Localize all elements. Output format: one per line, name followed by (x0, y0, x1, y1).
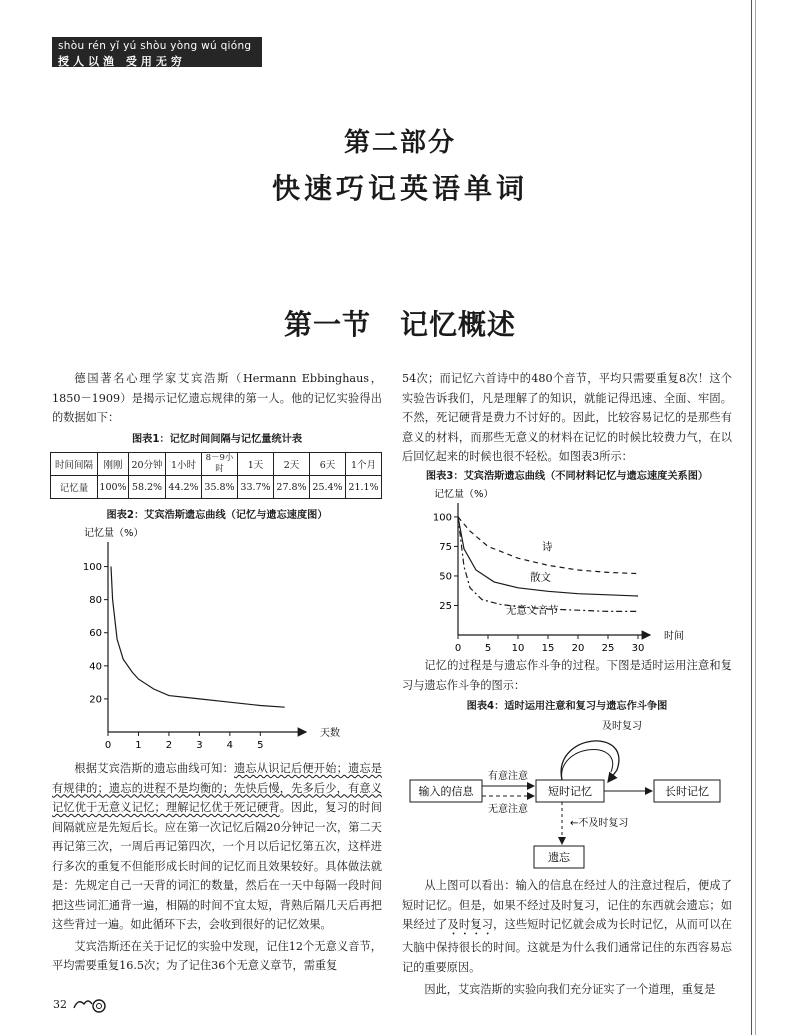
table-row (51, 476, 382, 499)
y-tick-label: 25 (439, 600, 452, 612)
x-tick-label: 4 (226, 740, 234, 751)
table-cell: 记忆量 (51, 476, 98, 499)
explain-a: 从上图可以看出：输入的信息在经过人的注意过程后，便成了短时记忆。但是，如果不经过及时复习，记住的东西就会遗忘；如果经过了 (402, 879, 732, 931)
x-tick-label: 20 (571, 643, 585, 654)
table-cell: 27.8% (274, 476, 310, 499)
memory-struggle-paragraph: 记忆的过程是与遗忘作斗争的过程。下图是适时运用注意和复习与遗忘作斗争的图示： (402, 659, 732, 692)
chart4-caption: 图表4：适时运用注意和复习与遗忘作斗争图 (466, 701, 668, 712)
experiment-paragraph: 艾宾浩斯还在关于记忆的实验中发现，记住12个无意义音节，平均需要重复16.5次；为了记住36个无意义章节，需重复 (52, 939, 382, 972)
y-tick-label: 20 (89, 694, 102, 706)
y-axis-label: 记忆量（%） (434, 489, 494, 500)
x-tick-label: 10 (511, 643, 525, 654)
long-term-label: 长时记忆 (665, 785, 709, 798)
attend-label: 有意注意 (488, 771, 528, 782)
noreview-label: ←不及时复习 (570, 818, 629, 829)
conclusion-rest: 。因此，复习的时间间隔就应是先短后长。应在第一次记忆后隔20分钟记一次，第二天再记第三次，一周后再记第四次，一个月以后记忆第五次，这样进行多次的重复不但能形成长时间的记忆而且效果较好。具体做法就是：先规定自己一天背的词汇的数量，然后在一天中每隔一段时间把这些词汇通背一遍，相隔的时间不宜太短，背熟后隔几天后再把这些背过一遍。如此循环下去，会收到很好的记忆效果。 (52, 801, 382, 931)
review-loop-inner (562, 749, 613, 780)
table-cell: 1小时 (166, 453, 202, 476)
y-tick-label: 100 (82, 562, 102, 574)
curve-conclusion-paragraph (52, 759, 382, 935)
forgetting-curve-chart (52, 522, 382, 762)
x-tick-label: 5 (257, 740, 264, 751)
table-cell: 21.1% (346, 476, 382, 499)
series-label: 诗 (542, 540, 553, 553)
table-cell: 20分钟 (129, 453, 166, 476)
y-tick-label: 80 (89, 595, 102, 607)
table-cell: 1天 (238, 453, 274, 476)
conclusion-lead: 根据艾宾浩斯的遗忘曲线可知： (74, 762, 234, 775)
review-label: 及时复习 (602, 721, 642, 732)
series-label: 无意义音节 (506, 604, 559, 617)
series-line (458, 517, 638, 596)
table-cell: 8－9小时 (202, 453, 238, 476)
noreview-text: 不及时复习 (578, 818, 629, 829)
x-tick-label: 1 (135, 740, 142, 751)
right-column-bottom (402, 876, 732, 1000)
part-title: 第二部分 (343, 128, 456, 158)
table-cell: 25.4% (310, 476, 346, 499)
forget-label: 遗忘 (548, 851, 570, 864)
table-cell: 2天 (274, 453, 310, 476)
y-tick-label: 100 (432, 512, 452, 524)
x-axis-label: 时间 (664, 631, 684, 642)
review-loop-arrow (561, 741, 619, 782)
input-info-label: 输入的信息 (418, 785, 474, 798)
x-tick-label: 3 (196, 740, 203, 751)
intro-paragraph: 德国著名心理学家艾宾浩斯（Hermann Ebbinghaus，1850－1909）是揭示记忆遗忘规律的第一人。他的记忆实验得出的数据如下： (52, 372, 382, 424)
chart3-caption: 图表3：艾宾浩斯遗忘曲线（不同材料记忆与遗忘速度关系图） (425, 470, 709, 482)
table-cell: 44.2% (166, 476, 202, 499)
table-cell: 35.8% (202, 476, 238, 499)
x-tick-label: 15 (541, 643, 555, 654)
table-row (51, 453, 382, 476)
explain-b: ，这些短时记忆就会成为长时记忆，从而可以在大脑中保持很长的时间。这就是为什么我们通常记住的东西容易忘记的重要原因。 (402, 918, 732, 974)
explain-emphasis: 及时复习 (447, 918, 494, 931)
x-tick-label: 5 (484, 643, 492, 654)
left-column (52, 369, 382, 449)
table-cell: 刚刚 (98, 453, 129, 476)
table1-caption: 图表1：记忆时间间隔与记忆量统计表 (131, 433, 303, 445)
table-cell: 33.7% (238, 476, 274, 499)
series-label: 散文 (530, 571, 551, 584)
right-column-middle (402, 656, 732, 717)
section-title: 第一节 记忆概述 (283, 308, 516, 341)
y-axis-label: 记忆量（%） (84, 528, 144, 539)
table-cell: 6天 (310, 453, 346, 476)
noattend-label: 无意注意 (488, 804, 528, 815)
experiment-continued-paragraph: 54次；而记忆六首诗中的480个音节，平均只需要重复8次！这个实验告诉我们，凡是理解了的知识，就能记得迅速、全面、牢固。不然，死记硬背是费力不讨好的。因此，比较容易记忆的是那些有意义的材料，而那些无意义的材料在记忆的时候比较费力气，在以后回忆起来的时候也很不轻松。如图表3所示： (402, 372, 732, 463)
x-axis-label: 天数 (320, 728, 340, 739)
header-pinyin: shòu rén yǐ yú shòu yòng wú qióng (58, 40, 252, 52)
memory-stats-table (50, 452, 382, 499)
x-tick-label: 2 (165, 740, 173, 751)
x-tick-label: 0 (104, 740, 112, 751)
header-band (52, 37, 262, 67)
series-line (458, 517, 638, 612)
table-cell: 100% (98, 476, 129, 499)
page-number: 32 (53, 998, 67, 1011)
material-forgetting-chart (402, 489, 732, 657)
x-tick-label: 0 (454, 643, 462, 654)
table-cell: 时间间隔 (51, 453, 98, 476)
book-logo-icon (72, 996, 108, 1014)
y-tick-label: 60 (89, 628, 102, 640)
memory-flow-diagram (402, 716, 732, 876)
diagram-explanation-paragraph (402, 876, 732, 977)
y-tick-label: 50 (439, 571, 452, 583)
table-cell: 58.2% (129, 476, 166, 499)
right-column (402, 369, 732, 486)
short-term-label: 短时记忆 (548, 785, 592, 798)
left-column-bottom (52, 759, 382, 976)
conclusion-paragraph: 因此，艾宾浩斯的实验向我们充分证实了一个道理，重复是 (424, 983, 716, 996)
x-tick-label: 25 (601, 643, 615, 654)
header-hanzi: 授人以渔 受用无穷 (58, 55, 186, 68)
chart2-caption: 图表2：艾宾浩斯遗忘曲线（记忆与遗忘速度图） (106, 510, 328, 521)
part-subtitle: 快速巧记英语单词 (271, 172, 528, 205)
x-tick-label: 30 (631, 643, 645, 654)
series-line (111, 567, 285, 708)
y-tick-label: 40 (89, 661, 102, 673)
conclusion-underlined: 遗忘从识记后便开始；遗忘是有规律的；遗忘的进程不是均衡的；先快后慢，先多后少，有意义记忆优于无意义记忆；理解记忆优于死记硬背 (52, 762, 382, 814)
y-tick-label: 75 (439, 541, 452, 553)
table-cell: 1个月 (346, 453, 382, 476)
